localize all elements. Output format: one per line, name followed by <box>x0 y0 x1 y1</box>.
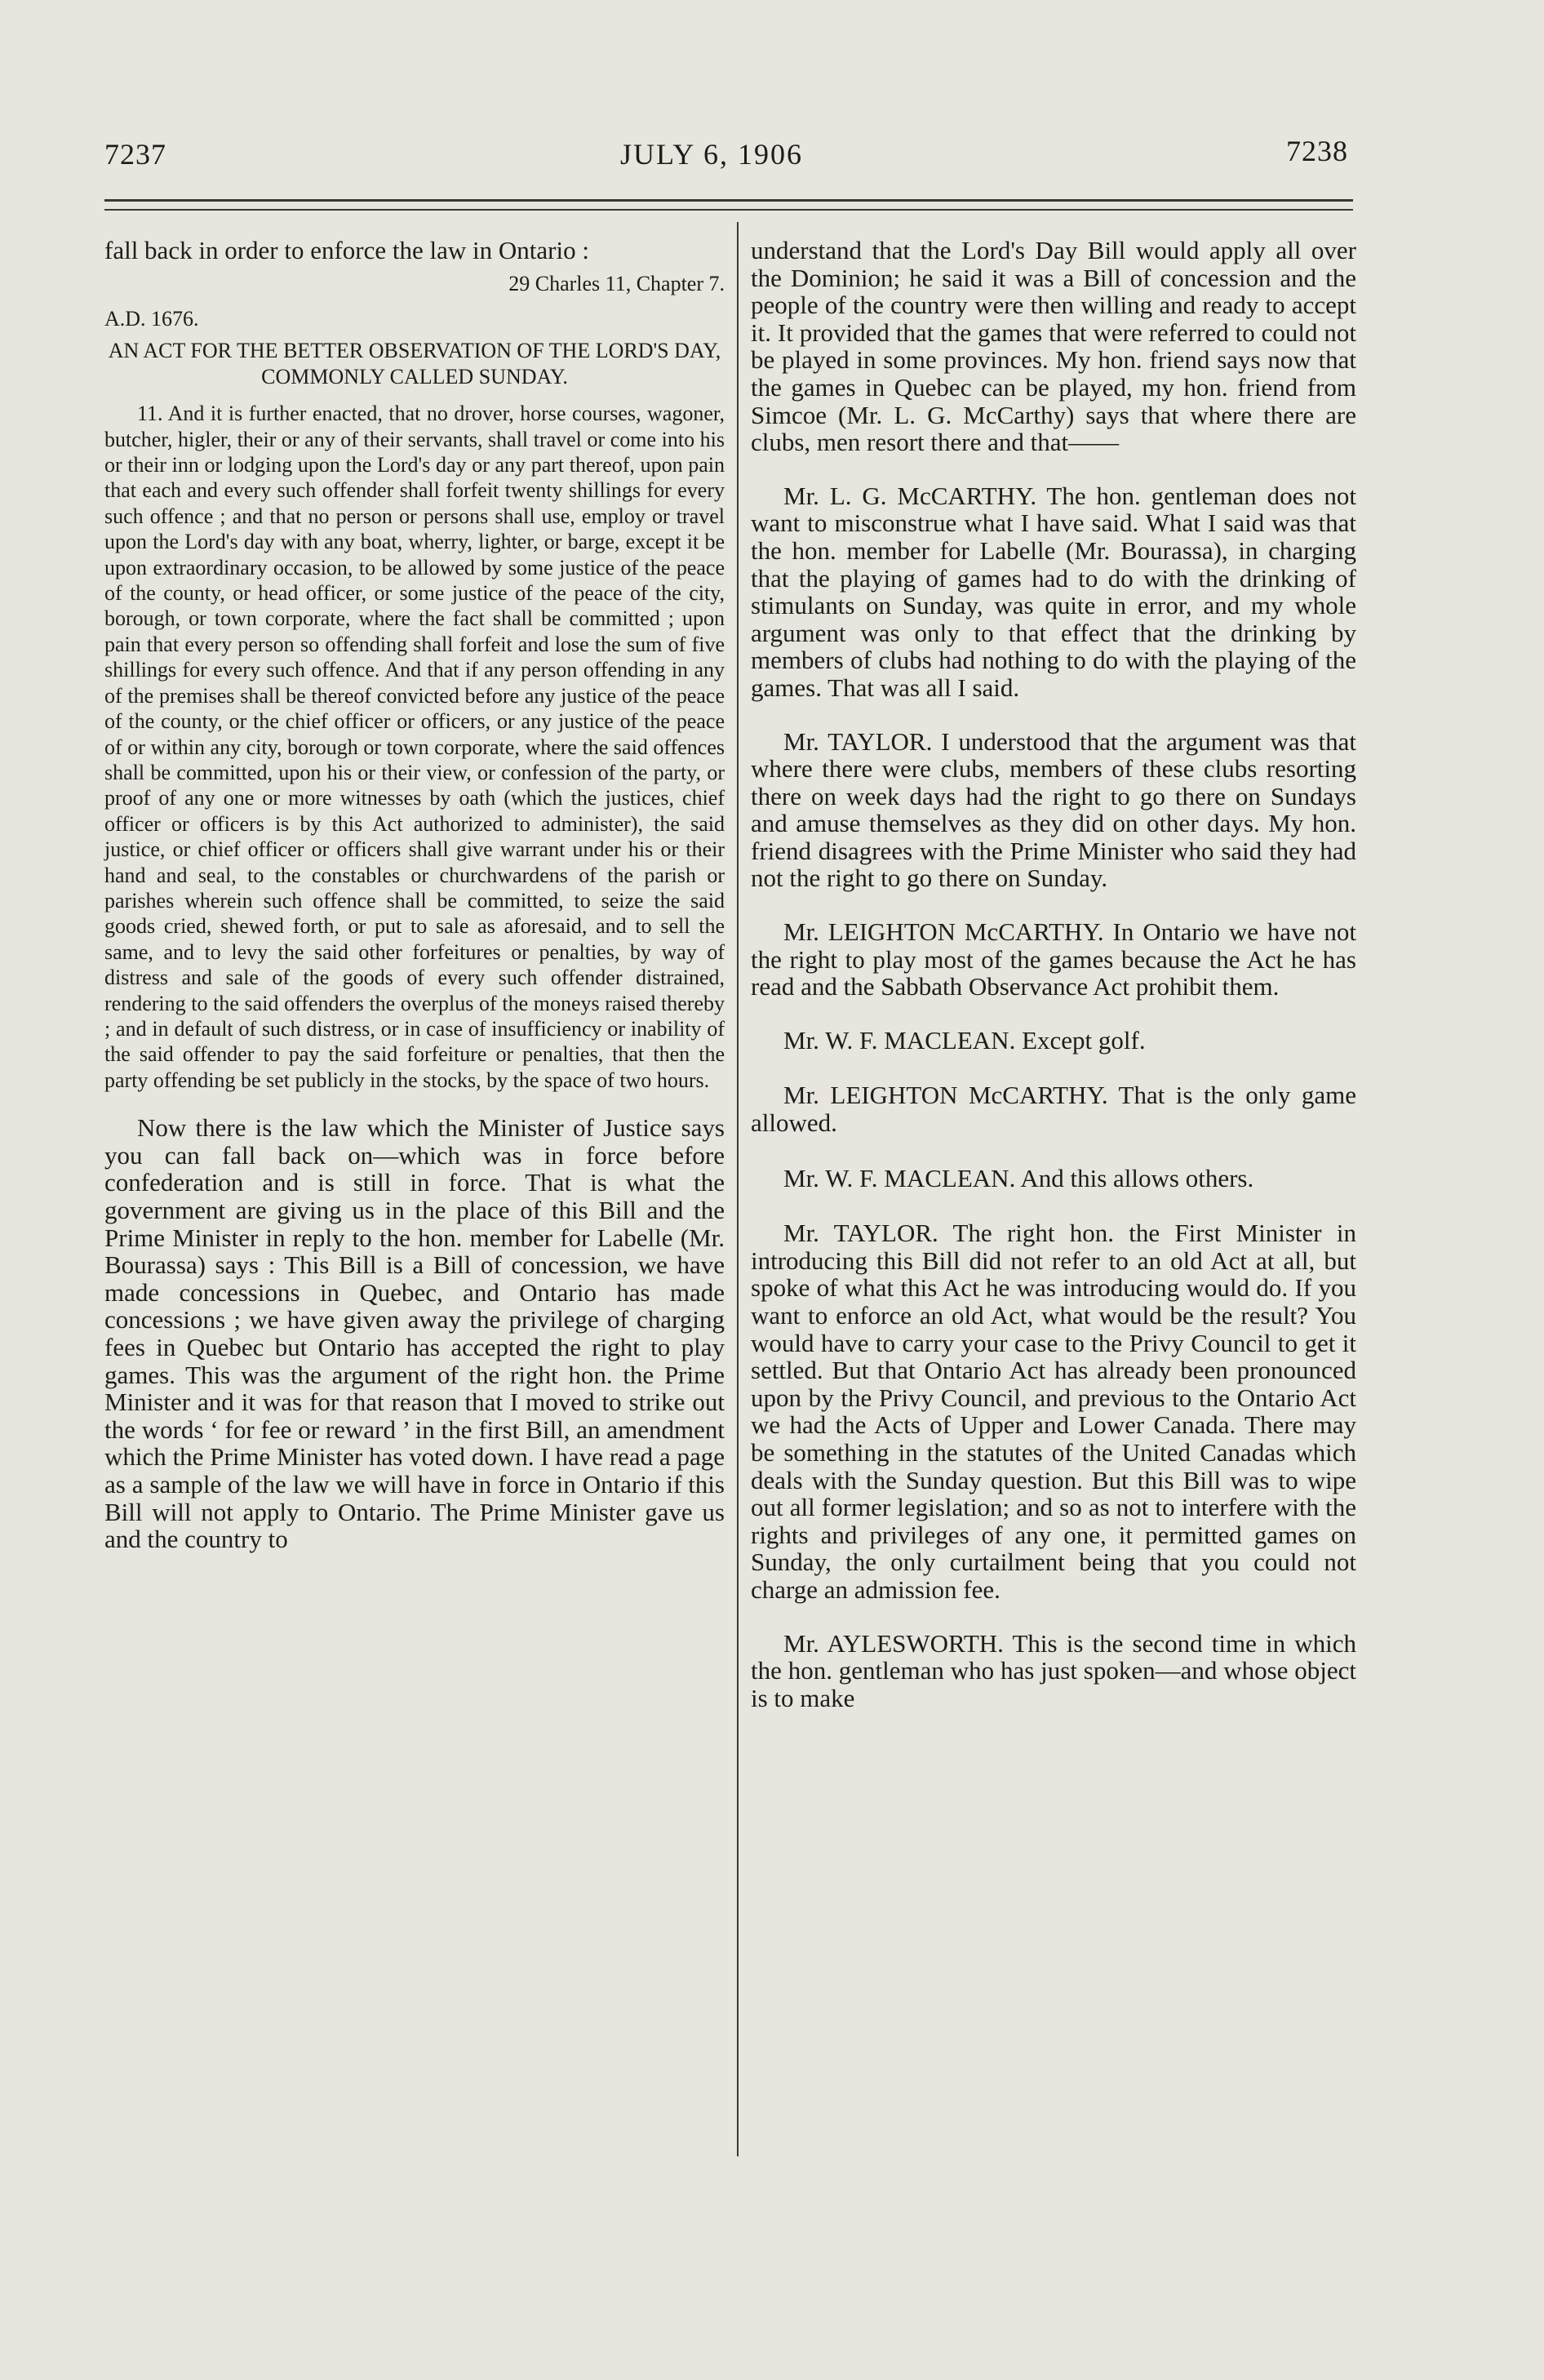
speech-paragraph: Mr. LEIGHTON McCARTHY. That is the only game allowed. <box>751 1081 1356 1138</box>
speech-paragraph: Mr. AYLESWORTH. This is the second time in which the hon. gentleman who has just spoken—and whose object is to make <box>751 1628 1356 1712</box>
right-column <box>751 237 1356 1712</box>
header-rule <box>104 199 1353 202</box>
left-column <box>104 237 725 1553</box>
speech-paragraph: Mr. W. F. MACLEAN. Except golf. <box>783 1025 1146 1055</box>
header-rule-double <box>104 209 1353 211</box>
speech-paragraph: Mr. W. F. MACLEAN. And this allows others. <box>783 1163 1254 1192</box>
speech-paragraph: Now there is the law which the Minister of Justice says you can fall back on—which was in force before confederation and is still in force. That is what the government are giving us in the place of this Bill and the Prime Minister in reply to the hon. member for Labelle (Mr. Bourassa) says : This Bill is a Bill of concession, we have made concessions in Quebec, and Ontario has made concessions ; we have given away the privilege of charging fees in Quebec but Ontario has accepted the right to play games. This was the argument of the right hon. the Prime Minister and it was for that reason that I moved to strike out the words ‘ for fee or reward ’ in the first Bill, an amendment which the Prime Minister has voted down. I have read a page as a sample of the law we will have in force in Ontario if this Bill will not apply to Ontario. The Prime Minister gave us and the country to <box>104 1113 725 1554</box>
column-divider <box>737 222 739 2156</box>
act-text: 11. And it is further enacted, that no drover, horse courses, wagoner, butcher, higler, their or any of their servants, shall travel or come into his or their inn or lodging upon the Lord's day or any part thereof, upon pain that each and every such offender shall forfeit twenty shillings for every such offence ; and that no person or persons shall use, employ or travel upon the Lord's day with any boat, wherry, lighter, or barge, except it be upon extraordinary occasion, to be allowed by some justice of the peace of the county, or head officer, or some justice of the peace of the city, borough, or town corporate, where the fact shall be committed ; upon pain that every person so offending shall forfeit and lose the sum of five shillings for every such offence. And that if any person offending in any of the premises shall be thereof convicted before any justice of the peace of the county, or the chief officer or officers, or any justice of the peace of or within any city, borough or town corporate, where the said offences shall be committed, upon his or their view, or confession of the party, or proof of any one or more witnesses by oath (which the justices, chief officer or officers is by this Act authorized to administer), the said justice, or chief officer or officers shall give warrant under his or their hand and seal, to the constables or churchwardens of the parish or parishes wherein such offence shall be committed, to seize the said goods cried, shewed forth, or put to sale as aforesaid, and to sell the same, and to levy the said other forfeitures or penalties, by way of distress and sale of the goods of every such offender distrained, rendering to the said offenders the overplus of the moneys raised thereby ; and in default of such distress, or in case of insufficiency or inability of the said offender to pay the said forfeiture or penalties, that then the party offending be set publicly in the stocks, by the space of two hours. <box>104 402 725 1092</box>
speech-paragraph: Mr. L. G. McCARTHY. The hon. gentleman does not want to misconstrue what I have said. What I said was that the hon. member for Labelle (Mr. Bourassa), in charging that the playing of games had to do with the drinking of stimulants on Sunday, was quite in error, and my whole argument was only to that effect that the drinking by members of clubs had nothing to do with the playing of the games. That was all I said. <box>751 481 1356 702</box>
page-number-right: 7238 <box>1286 135 1348 167</box>
act-citation: 29 Charles 11, Chapter 7. <box>508 271 725 295</box>
act-title: AN ACT FOR THE BETTER OBSERVATION OF THE LORD'S DAY, COMMONLY CALLED SUNDAY. <box>108 339 721 389</box>
speech-paragraph: Mr. TAYLOR. The right hon. the First Minister in introducing this Bill did not refer to an old Act at all, but spoke of what this Act he was introducing would do. If you want to enforce an old Act, what would be the result? You would have to carry your case to the Privy Council to get it settled. But that Ontario Act has already been pronounced upon by the Privy Council, and previous to the Ontario Act we had the Acts of Upper and Lower Canada. There may be something in the statutes of the United Canadas which deals with the Sunday question. But this Bill was to wipe out all former legislation; and so as not to interfere with the rights and privileges of any one, it permitted games on Sunday, the only curtailment being that you could not charge an admission fee. <box>751 1219 1356 1604</box>
speech-paragraph: Mr. TAYLOR. I understood that the argument was that where there were clubs, members of these clubs resorting there on week days had the right to go there on Sundays and amuse themselves as they did on other days. My hon. friend disagrees with the Prime Minister who said they had not the right to go there on Sunday. <box>751 726 1356 893</box>
act-date: A.D. 1676. <box>104 307 199 331</box>
speech-paragraph: understand that the Lord's Day Bill would apply all over the Dominion; he said it was a Bill of concession and the people of the country were then willing and ready to accept it. It provided that the games that were referred to could not be played in some provinces. My hon. friend says now that the games in Quebec can be played, my hon. friend from Simcoe (Mr. L. G. McCarthy) says that where there are clubs, men resort there and that—— <box>751 236 1356 457</box>
intro-text: fall back in order to enforce the law in Ontario : <box>104 236 589 264</box>
page-date: JULY 6, 1906 <box>620 138 804 171</box>
speech-paragraph: Mr. LEIGHTON McCARTHY. In Ontario we have not the right to play most of the games because the Act he has read and the Sabbath Observance Act prohibit them. <box>751 917 1356 1001</box>
page-number-left: 7237 <box>104 138 166 171</box>
